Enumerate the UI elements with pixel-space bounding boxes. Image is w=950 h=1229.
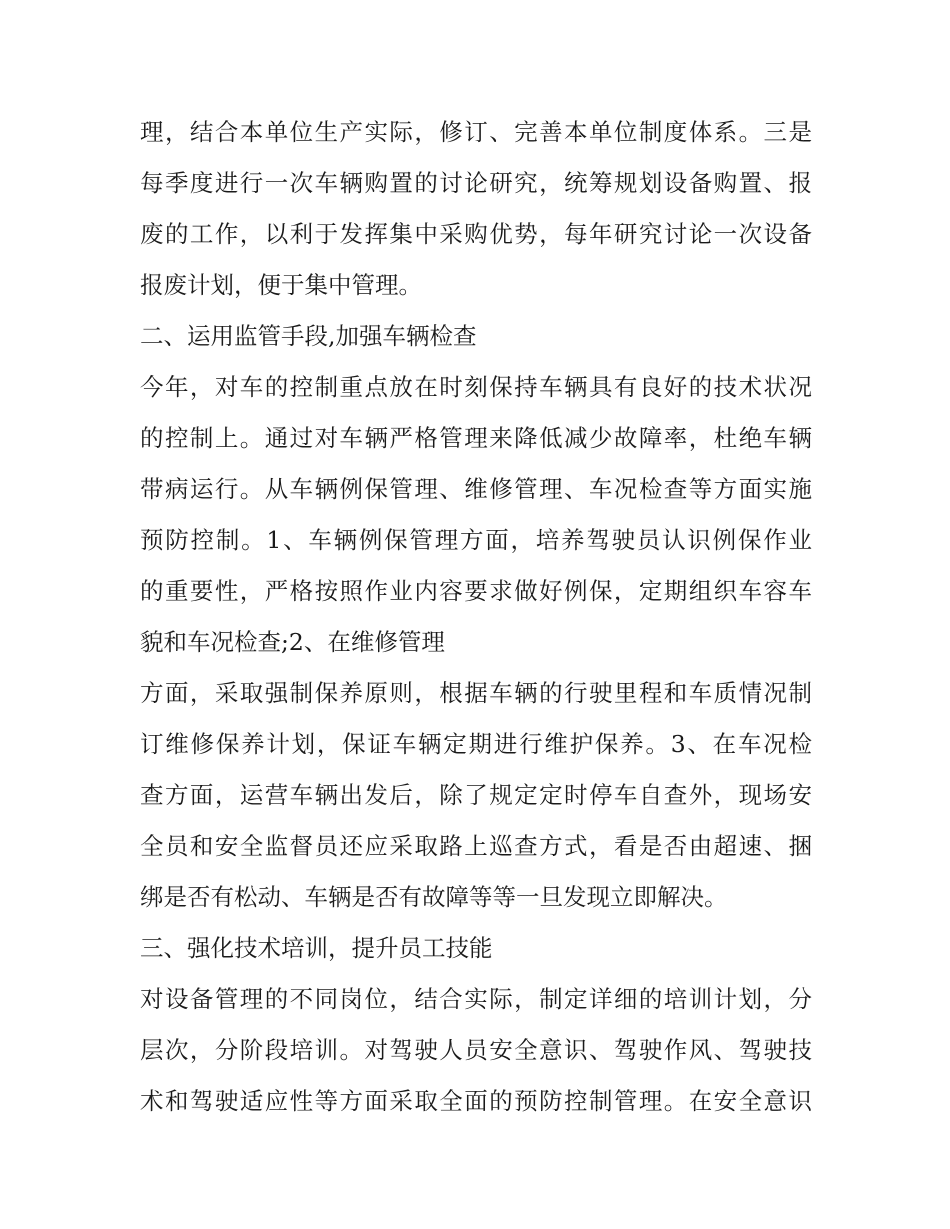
text-line: 的控制上。通过对车辆严格管理来降低减少故障率，杜绝车辆: [140, 424, 812, 452]
text-line: 层次，分阶段培训。对驾驶人员安全意识、驾驶作风、驾驶技: [140, 1036, 812, 1064]
text-line: 对设备管理的不同岗位，结合实际，制定详细的培训计划，分: [140, 985, 812, 1013]
text-line: 全员和安全监督员还应采取路上巡查方式，看是否由超速、捆: [140, 832, 812, 860]
text-line: 每季度进行一次车辆购置的讨论研究，统筹规划设备购置、报: [140, 169, 812, 197]
text-line: 订维修保养计划，保证车辆定期进行维护保养。3、在车况检: [140, 730, 812, 758]
text-line: 方面，采取强制保养原则，根据车辆的行驶里程和车质情况制: [140, 679, 812, 707]
text-line: 报废计划，便于集中管理。: [140, 271, 422, 299]
text-line: 的重要性，严格按照作业内容要求做好例保，定期组织车容车: [140, 577, 812, 605]
section-heading: 二、运用监管手段,加强车辆检查: [140, 322, 477, 350]
text-line: 术和驾驶适应性等方面采取全面的预防控制管理。在安全意识: [140, 1087, 812, 1115]
text-line: 带病运行。从车辆例保管理、维修管理、车况检查等方面实施: [140, 475, 812, 503]
text-line: 理，结合本单位生产实际，修订、完善本单位制度体系。三是: [140, 118, 812, 146]
text-line: 绑是否有松动、车辆是否有故障等等一旦发现立即解决。: [140, 883, 728, 911]
text-line: 预防控制。1、车辆例保管理方面，培养驾驶员认识例保作业: [140, 526, 812, 554]
section-heading: 三、强化技术培训，提升员工技能: [140, 934, 493, 962]
text-line: 废的工作，以利于发挥集中采购优势，每年研究讨论一次设备: [140, 220, 812, 248]
document-body: [140, 107, 812, 1127]
text-line: 貌和车况检查;2、在维修管理: [140, 628, 445, 656]
text-line: 查方面，运营车辆出发后，除了规定定时停车自查外，现场安: [140, 781, 812, 809]
text-line: 今年，对车的控制重点放在时刻保持车辆具有良好的技术状况: [140, 373, 812, 401]
